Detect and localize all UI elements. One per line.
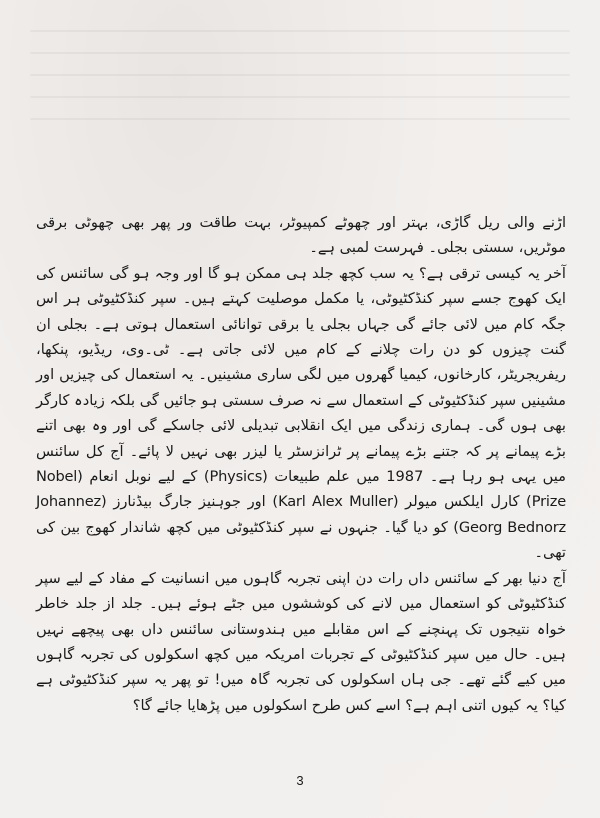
urdu-body-text — [36, 210, 566, 718]
bleed-through-text — [30, 10, 570, 160]
paragraph-superconductivity: آخر یہ کیسی ترقی ہے؟ یہ سب کچھ جلد ہی ممکن ہو گا اور وجہ ہو گی سائنس کی ایک کھوج جسے سپر کنڈکٹیوٹی، یا مکمل موصلیت کہتے ہیں۔ سپر کنڈکٹیوٹی ہر اس جگہ کام میں لائی جائے گی جہاں بجلی یا برقی توانائی استعمال ہوتی ہے۔ بجلی ان گنت چیزوں کو دن رات چلانے کے کام میں لائی جاتی ہے۔ ٹی۔وی، ریڈیو، پنکھا، ریفریجریٹر، کارخانوں، کیمیا گھروں میں لگی ساری مشینیں۔ یہ استعمال کی چیزیں اور مشینیں سپر کنڈکٹیوٹی کے استعمال سے نہ صرف سستی ہو جائیں گی بلکہ زیادہ کارگر بھی ہوں گی۔ ہماری زندگی میں ایک انقلابی تبدیلی لائی جاسکے گی اور وہ بھی اتنے بڑے پیمانے پر کہ جتنے بڑے پیمانے پر ٹرانزسٹر یا لیزر بھی نہیں لا پائے۔ آج کل سائنس میں یہی ہو رہا ہے۔ 1987 میں علم طبیعات (Physics) کے لیے نوبل انعام (Nobel Prize) کارل ایلکس میولر (Karl Alex Muller) اور جوہنیز جارگ بیڈنارز (Johannez Georg Bednorz) کو دیا گیا۔ جنہوں نے سپر کنڈکٹیوٹی میں کچھ شاندار کھوج بین کی تھی۔ — [36, 264, 567, 562]
paragraph-experiments: آج دنیا بھر کے سائنس داں رات دن اپنی تجربہ گاہوں میں انسانیت کے مفاد کے لیے سپر کنڈکٹیوٹی کو استعمال میں لانے کی کوششوں میں جٹے ہوئے ہیں۔ جلد از جلد خاطر خواہ نتیجوں تک پہنچنے کے اس مقابلے میں ہندوستانی سائنس داں بھی پیچھے نہیں ہیں۔ حال میں سپر کنڈکٹیوٹی کے تجربات امریکہ میں کچھ اسکولوں کی تجربہ گاہوں میں کیے گئے تھے۔ جی ہاں اسکولوں کی تجربہ گاہ میں! تو پھر یہ سپر کنڈکٹیوٹی ہے کیا؟ یہ کیوں اتنی اہم ہے؟ اسے کس طرح اسکولوں میں پڑھایا جائے گا؟ — [36, 569, 566, 714]
paragraph-intro: اڑنے والی ریل گاڑی، بہتر اور چھوٹے کمپیوٹر، بہت طاقت ور پھر بھی چھوٹی برقی موٹریں، سستی بجلی۔ فہرست لمبی ہے۔ — [36, 214, 566, 257]
page-number: 3 — [296, 773, 304, 788]
